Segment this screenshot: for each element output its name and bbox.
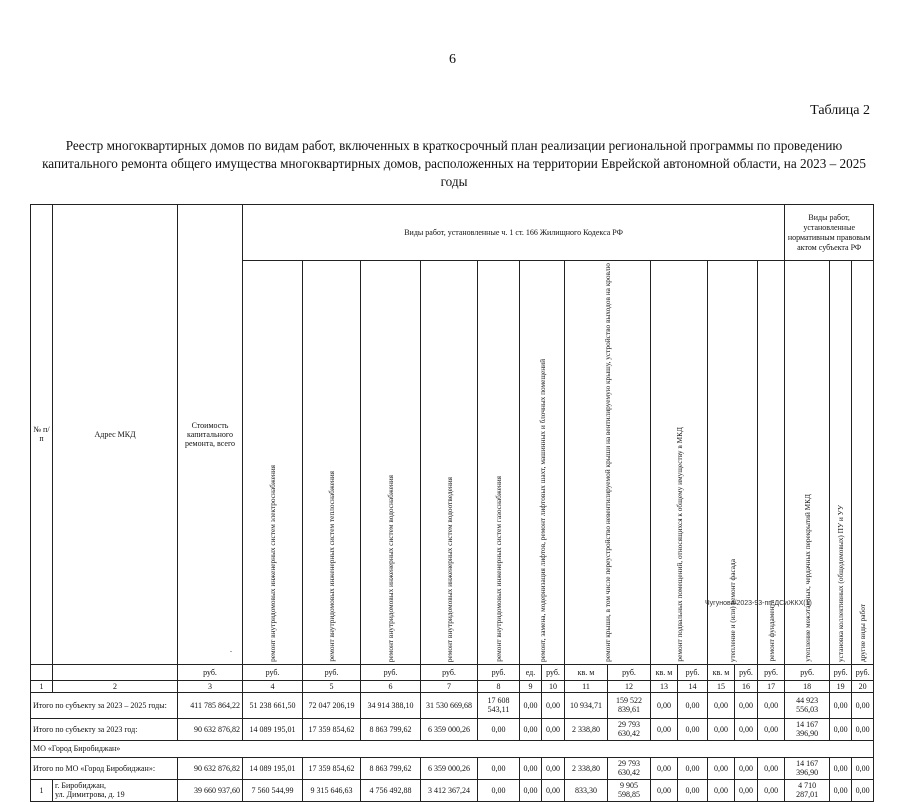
col-number: 7 <box>421 680 478 692</box>
col-header-foundation: ремонт фундамента <box>758 261 785 665</box>
col-number: 2 <box>53 680 178 692</box>
value-cell: 0,00 <box>520 718 542 740</box>
value-cell: 0,00 <box>735 692 758 718</box>
value-cell: 2 338,80 <box>565 718 608 740</box>
value-cell: 0,00 <box>651 718 678 740</box>
value-cell: 6 359 000,26 <box>421 718 478 740</box>
value-cell: 0,00 <box>830 757 852 779</box>
value-cell: 0,00 <box>758 718 785 740</box>
value-cell: 6 359 000,26 <box>421 757 478 779</box>
value-cell: 0,00 <box>708 779 735 801</box>
col-header-cost-label: Стоимость капитального ремонта, всего <box>184 420 236 448</box>
total-label: Итого по субъекту за 2023 год: <box>31 718 178 740</box>
col-header-lifts: ремонт, замена, модернизация лифтов, ремонт лифтовых шахт, машинных и блочных помещений <box>520 261 565 665</box>
unit-cell: ед. <box>520 664 542 680</box>
value-cell: 14 089 195,01 <box>243 757 303 779</box>
value-cell: 0,00 <box>520 779 542 801</box>
unit-cell: руб. <box>735 664 758 680</box>
value-cell: 0,00 <box>651 692 678 718</box>
col-number: 11 <box>565 680 608 692</box>
value-cell: 0,00 <box>520 692 542 718</box>
value-cell: 0,00 <box>852 779 874 801</box>
value-cell: 0,00 <box>830 692 852 718</box>
col-number: 10 <box>542 680 565 692</box>
value-cell: 0,00 <box>758 757 785 779</box>
col-number: 16 <box>735 680 758 692</box>
footer-note: Чугунова/2023-93-пп-ДСиЖКХ(1) <box>705 600 812 607</box>
value-cell: 0,00 <box>542 779 565 801</box>
col-number: 4 <box>243 680 303 692</box>
value-cell: 0,00 <box>678 779 708 801</box>
col-number: 20 <box>852 680 874 692</box>
col-number: 8 <box>478 680 520 692</box>
col-header-facade: утепление и (или) ремонт фасада <box>708 261 758 665</box>
row-number: 1 <box>31 779 53 801</box>
cost-dot: . <box>230 644 232 654</box>
value-cell: 3 412 367,24 <box>421 779 478 801</box>
col-header-address: Адрес МКД <box>53 205 178 665</box>
value-cell: 0,00 <box>852 692 874 718</box>
value-cell: 0,00 <box>852 757 874 779</box>
col-header-other: другие виды работ <box>852 261 874 665</box>
value-cell: 159 522 839,61 <box>608 692 651 718</box>
col-header-roof: ремонт крыши, в том числе переустройство невентилируемой крыши на вентилируемую крышу, устройство выходов на кровлю <box>565 261 651 665</box>
value-cell: 17 359 854,62 <box>303 718 361 740</box>
col-header-water: ремонт внутридомовых инженерных систем водоснабжения <box>361 261 421 665</box>
value-cell: 29 793 630,42 <box>608 718 651 740</box>
unit-cell: руб. <box>785 664 830 680</box>
value-cell: 90 632 876,82 <box>178 718 243 740</box>
value-cell: 4 756 492,88 <box>361 779 421 801</box>
value-cell: 0,00 <box>735 718 758 740</box>
value-cell: 0,00 <box>735 757 758 779</box>
col-header-insulation: утепление межэтажных, чердачных перекрытий МКД <box>785 261 830 665</box>
page-number: 6 <box>449 52 456 67</box>
unit-cell: руб. <box>678 664 708 680</box>
value-cell: 0,00 <box>478 757 520 779</box>
col-header-num: № п/п <box>31 205 53 665</box>
header-row-1 <box>31 205 874 261</box>
value-cell: 0,00 <box>708 692 735 718</box>
value-cell: 14 167 396,90 <box>785 757 830 779</box>
section-row <box>31 740 874 757</box>
total-label: Итого по МО «Город Биробиджан»: <box>31 757 178 779</box>
unit-cell: руб. <box>758 664 785 680</box>
total-label: Итого по субъекту за 2023 – 2025 годы: <box>31 692 178 718</box>
value-cell: 29 793 630,42 <box>608 757 651 779</box>
unit-cell: кв. м <box>708 664 735 680</box>
col-number: 12 <box>608 680 651 692</box>
value-cell: 0,00 <box>542 718 565 740</box>
col-number: 5 <box>303 680 361 692</box>
col-number: 13 <box>651 680 678 692</box>
value-cell: 44 923 556,03 <box>785 692 830 718</box>
row-address <box>53 779 178 801</box>
value-cell: 7 560 544,99 <box>243 779 303 801</box>
value-cell: 17 608 543,11 <box>478 692 520 718</box>
value-cell: 0,00 <box>478 718 520 740</box>
value-cell: 0,00 <box>708 757 735 779</box>
total-row <box>31 692 874 718</box>
value-cell: 2 338,80 <box>565 757 608 779</box>
col-group-regional-works: Виды работ, установленные нормативным правовым актом субъекта РФ <box>785 205 874 261</box>
col-header-cost <box>178 205 243 665</box>
value-cell: 833,30 <box>565 779 608 801</box>
value-cell: 17 359 854,62 <box>303 757 361 779</box>
unit-cell: кв. м <box>565 664 608 680</box>
value-cell: 8 863 799,62 <box>361 718 421 740</box>
value-cell: 0,00 <box>651 779 678 801</box>
units-row <box>31 664 874 680</box>
value-cell: 4 710 287,01 <box>785 779 830 801</box>
value-cell: 411 785 864,22 <box>178 692 243 718</box>
value-cell: 0,00 <box>758 692 785 718</box>
address-line: г. Биробиджан, <box>55 781 107 791</box>
total-row <box>31 757 874 779</box>
table-row <box>31 779 874 801</box>
col-group-federal-works: Виды работ, установленные ч. 1 ст. 166 Жилищного Кодекса РФ <box>243 205 785 261</box>
value-cell: 0,00 <box>478 779 520 801</box>
unit-cell: руб. <box>303 664 361 680</box>
unit-cell: руб. <box>542 664 565 680</box>
value-cell: 0,00 <box>735 779 758 801</box>
value-cell: 10 934,71 <box>565 692 608 718</box>
value-cell: 0,00 <box>708 718 735 740</box>
col-header-basement: ремонт подвальных помещений, относящихся к общему имуществу в МКД <box>651 261 708 665</box>
document-title: Реестр многоквартирных домов по видам работ, включенных в краткосрочный план реализации региональной программы по проведению капитального ремонта общего имущества многоквартирных домов, расположенных на территории Еврейской автономной области, на 2023 – 2025 годы <box>42 138 866 189</box>
col-header-meters: установка коллективных (общедомовых) ПУ и УУ <box>830 261 852 665</box>
unit-cell: руб. <box>421 664 478 680</box>
unit-cell: руб. <box>243 664 303 680</box>
value-cell: 0,00 <box>678 757 708 779</box>
value-cell: 39 660 937,60 <box>178 779 243 801</box>
col-header-drainage: ремонт внутридомовых инженерных систем водоотведения <box>421 261 478 665</box>
value-cell: 0,00 <box>651 757 678 779</box>
value-cell: 0,00 <box>830 718 852 740</box>
value-cell: 9 905 598,85 <box>608 779 651 801</box>
value-cell: 14 089 195,01 <box>243 718 303 740</box>
total-row <box>31 718 874 740</box>
col-number: 17 <box>758 680 785 692</box>
col-number: 6 <box>361 680 421 692</box>
col-number: 18 <box>785 680 830 692</box>
table-label: Таблица 2 <box>810 103 870 118</box>
value-cell: 8 863 799,62 <box>361 757 421 779</box>
unit-cell: руб. <box>608 664 651 680</box>
unit-cell: руб. <box>178 664 243 680</box>
value-cell: 9 315 646,63 <box>303 779 361 801</box>
value-cell: 34 914 388,10 <box>361 692 421 718</box>
value-cell: 0,00 <box>678 718 708 740</box>
col-number: 15 <box>708 680 735 692</box>
value-cell: 0,00 <box>678 692 708 718</box>
unit-cell: кв. м <box>651 664 678 680</box>
col-header-heating: ремонт внутридомовых инженерных систем теплоснабжения <box>303 261 361 665</box>
col-number: 3 <box>178 680 243 692</box>
value-cell: 51 238 661,50 <box>243 692 303 718</box>
value-cell: 0,00 <box>830 779 852 801</box>
value-cell: 31 530 669,68 <box>421 692 478 718</box>
col-number: 19 <box>830 680 852 692</box>
value-cell: 0,00 <box>542 757 565 779</box>
col-number: 14 <box>678 680 708 692</box>
value-cell: 0,00 <box>542 692 565 718</box>
value-cell: 0,00 <box>852 718 874 740</box>
col-number: 9 <box>520 680 542 692</box>
col-number: 1 <box>31 680 53 692</box>
col-header-gas: ремонт внутридомовых инженерных систем газоснабжения <box>478 261 520 665</box>
value-cell: 72 047 206,19 <box>303 692 361 718</box>
value-cell: 14 167 396,90 <box>785 718 830 740</box>
value-cell: 0,00 <box>758 779 785 801</box>
registry-table <box>30 204 874 802</box>
unit-cell: руб. <box>478 664 520 680</box>
value-cell: 0,00 <box>520 757 542 779</box>
value-cell: 90 632 876,82 <box>178 757 243 779</box>
address-line: ул. Димитрова, д. 19 <box>55 790 125 800</box>
section-label: МО «Город Биробиджан» <box>31 740 874 757</box>
column-numbers-row <box>31 680 874 692</box>
unit-cell: руб. <box>361 664 421 680</box>
unit-cell: руб. <box>852 664 874 680</box>
unit-cell: руб. <box>830 664 852 680</box>
col-header-electric: ремонт внутридомовых инженерных систем электроснабжения <box>243 261 303 665</box>
